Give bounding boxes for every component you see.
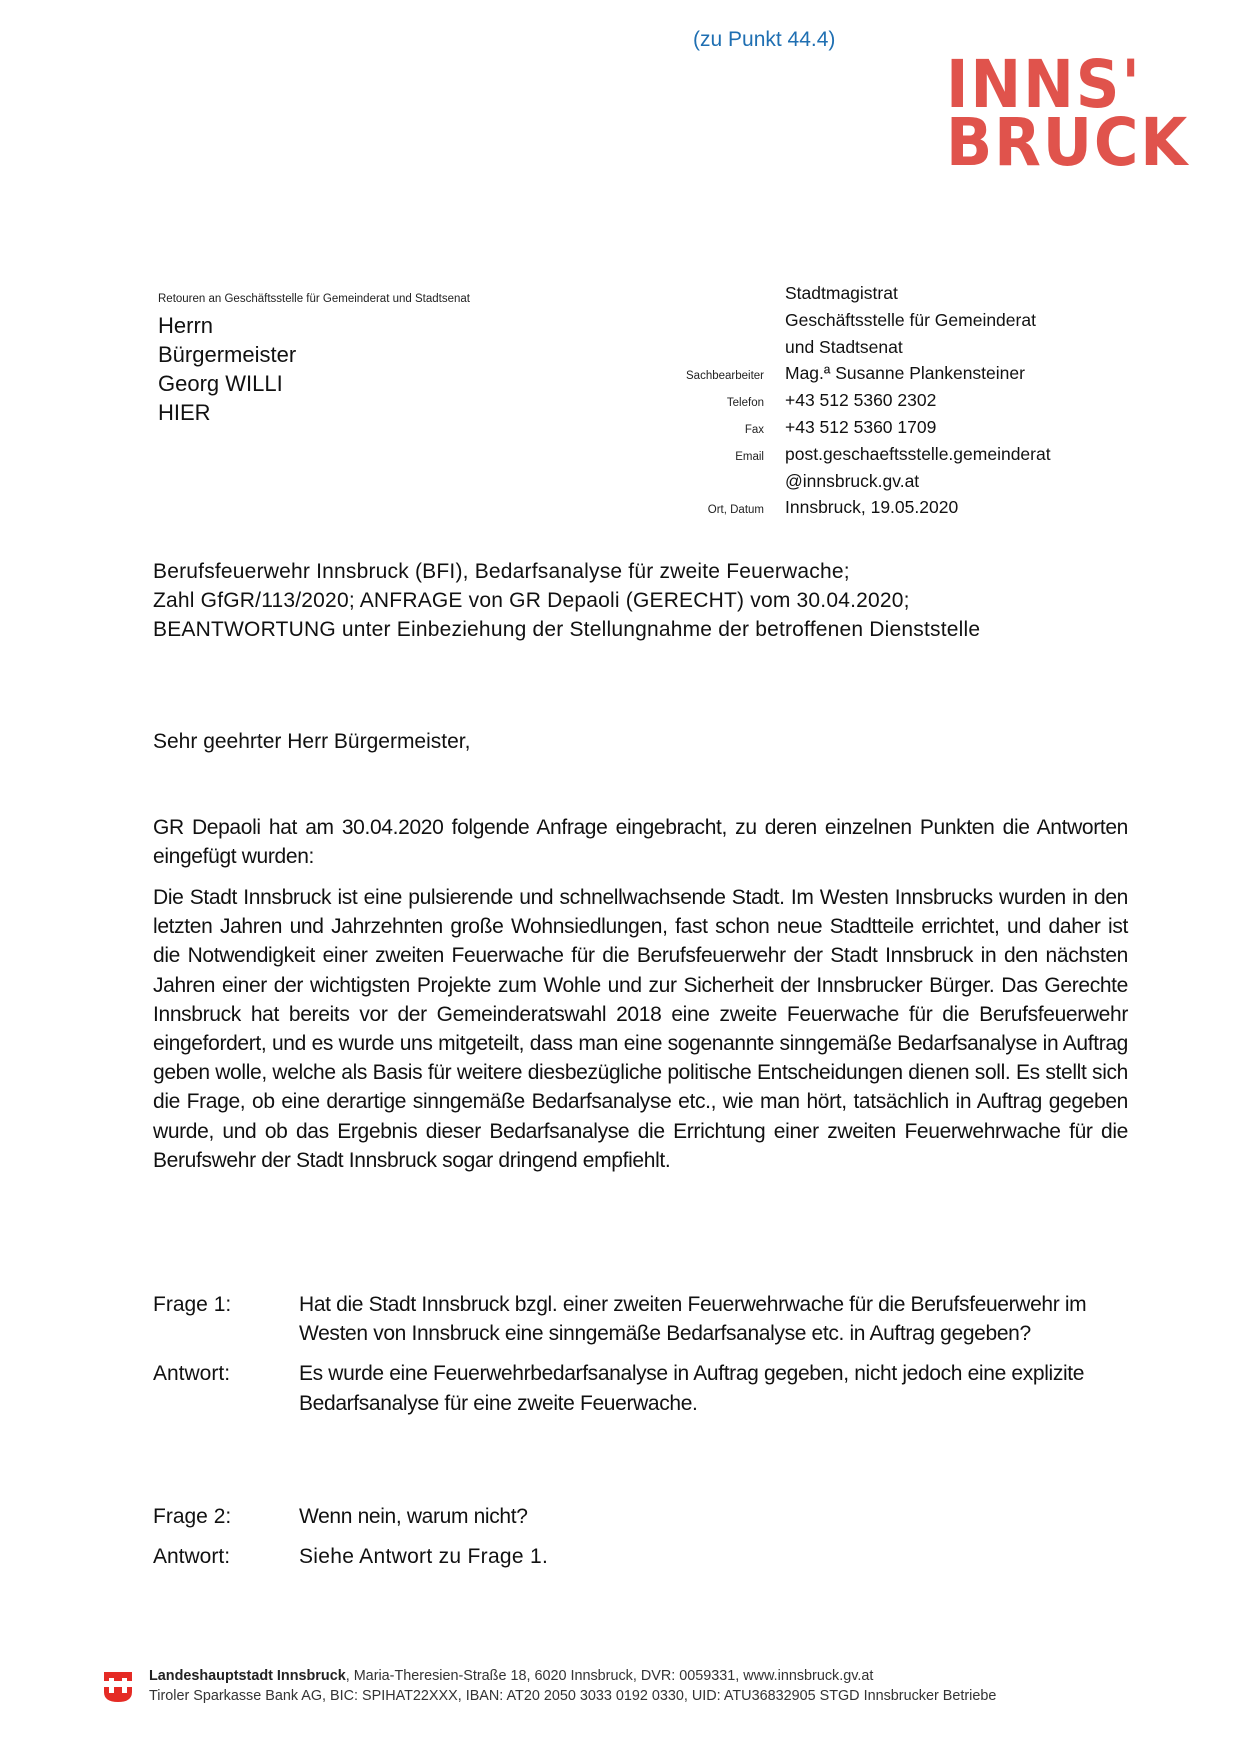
logo-line-1: INNS' <box>946 46 1142 123</box>
info-row <box>640 363 1200 390</box>
info-value: Mag.ª Susanne Plankensteiner <box>785 363 1025 384</box>
question-row <box>153 1290 1128 1348</box>
info-row <box>640 417 1200 444</box>
question-row <box>153 1502 1128 1531</box>
subject-line: Berufsfeuerwehr Innsbruck (BFI), Bedarfsanalyse für zweite Feuerwache; <box>153 560 850 583</box>
email-value: post.geschaeftsstelle.gemeinderat <box>785 443 1051 464</box>
footer-line-1 <box>149 1666 996 1686</box>
info-value: und Stadtsenat <box>785 336 903 357</box>
info-label: Sachbearbeiter <box>686 370 764 383</box>
footer-org-name: Landeshauptstadt Innsbruck <box>149 1668 346 1684</box>
answer-label: Antwort: <box>153 1362 231 1386</box>
info-label: Telefon <box>726 397 764 410</box>
recipient-address <box>158 311 296 427</box>
footer-address: , Maria-Theresien-Straße 18, 6020 Innsbruck, DVR: 0059331, www.innsbruck.gv.at <box>345 1668 874 1684</box>
recipient-line: Georg WILLI <box>158 371 283 396</box>
info-value: Stadtmagistrat <box>785 283 898 303</box>
answer-label: Antwort: <box>153 1545 231 1569</box>
info-label: Fax <box>744 423 764 436</box>
question-block-2 <box>153 1502 1128 1582</box>
info-label: Ort, Datum <box>707 504 764 517</box>
inquiry-paragraph: Die Stadt Innsbruck ist eine pulsierende und schnellwachsende Stadt. Im Westen Innsbrucks wurden in den letzten Jahren und Jahrzehnten große Wohnsiedlungen, fast schon neue Stadtteile errichtet, und daher ist die Notwendigkeit einer zweiten Feuerwache für die Berufsfeuerwehr der Stadt Innsbruck in den nächsten Jahren einer der wichtigsten Projekte zum Wohle und zur Sicherheit der Innsbrucker Bürger. Das Gerechte Innsbruck hat bereits vor der Gemeinderatswahl 2018 eine zweite Feuerwache für die Berufsfeuerwehr eingefordert, und es wurde uns mitgeteilt, dass man eine sogenannte sinngemäße Bedarfsanalyse in Auftrag geben wolle, welche als Basis für weitere diesbezügliche politische Entscheidungen dienen soll. Es stellt sich die Frage, ob eine derartige sinngemäße Bedarfsanalyse etc., wie man hört, tatsächlich in Auftrag gegeben wurde, und ob das Ergebnis dieser Bedarfsanalyse die Errichtung einer zweiten Feuerwehrwache für die Berufswehr der Stadt Innsbruck sogar dringend empfiehlt. <box>153 886 1128 1172</box>
subject-block <box>153 557 1153 644</box>
email-value-cont: @innsbruck.gv.at <box>785 470 920 491</box>
question-label: Frage 2: <box>153 1505 232 1528</box>
fax-value: +43 512 5360 1709 <box>785 416 937 437</box>
info-value: Geschäftsstelle für Gemeinderat <box>785 309 1036 330</box>
info-row <box>640 283 1200 310</box>
footer <box>103 1666 1203 1706</box>
sender-info-block <box>640 283 1200 524</box>
date-value: Innsbruck, 19.05.2020 <box>785 497 959 518</box>
phone-value: +43 512 5360 2302 <box>785 390 937 411</box>
recipient-line: Herrn <box>158 313 214 338</box>
answer-row <box>153 1542 1128 1571</box>
question-text: Wenn nein, warum nicht? <box>299 1505 528 1528</box>
question-label: Frage 1: <box>153 1293 232 1316</box>
intro-paragraph: GR Depaoli hat am 30.04.2020 folgende Anfrage eingebracht, zu deren einzelnen Punkten die Antworten eingefügt wurden: <box>153 816 1128 869</box>
info-row <box>640 337 1200 364</box>
info-row <box>640 310 1200 337</box>
recipient-line: Bürgermeister <box>158 342 297 367</box>
info-row <box>640 497 1200 524</box>
answer-row <box>153 1359 1128 1417</box>
answer-text: Es wurde eine Feuerwehrbedarfsanalyse in Auftrag gegeben, nicht jedoch eine explizite Bedarfsanalyse für eine zweite Feuerwache. <box>299 1362 1085 1415</box>
city-coat-of-arms-icon <box>103 1669 133 1703</box>
question-block-1 <box>153 1290 1128 1429</box>
question-text: Hat die Stadt Innsbruck bzgl. einer zweiten Feuerwehrwache für die Berufsfeuerwehr im Westen von Innsbruck eine sinngemäße Bedarfsanalyse etc. in Auftrag gegeben? <box>299 1293 1087 1346</box>
answer-text: Siehe Antwort zu Frage 1. <box>299 1545 549 1569</box>
footer-line-2: Tiroler Sparkasse Bank AG, BIC: SPIHAT22XXX, IBAN: AT20 2050 3033 0192 0330, UID: ATU36832905 STGD Innsbrucker Betriebe <box>149 1688 997 1704</box>
subject-line: Zahl GfGR/113/2020; ANFRAGE von GR Depaoli (GERECHT) vom 30.04.2020; <box>153 589 910 612</box>
return-address-line: Retouren an Geschäftsstelle für Gemeinderat und Stadtsenat <box>158 293 470 305</box>
info-row <box>640 471 1200 498</box>
info-row <box>640 444 1200 471</box>
salutation: Sehr geehrter Herr Bürgermeister, <box>153 730 471 753</box>
info-row <box>640 390 1200 417</box>
reference-note: (zu Punkt 44.4) <box>693 28 836 51</box>
info-label: Email <box>735 450 764 463</box>
logo-line-2: BRUCK <box>946 104 1190 181</box>
subject-line: BEANTWORTUNG unter Einbeziehung der Stellungnahme der betroffenen Dienststelle <box>153 618 981 641</box>
recipient-line: HIER <box>158 400 211 425</box>
innsbruck-logo <box>946 46 1196 181</box>
